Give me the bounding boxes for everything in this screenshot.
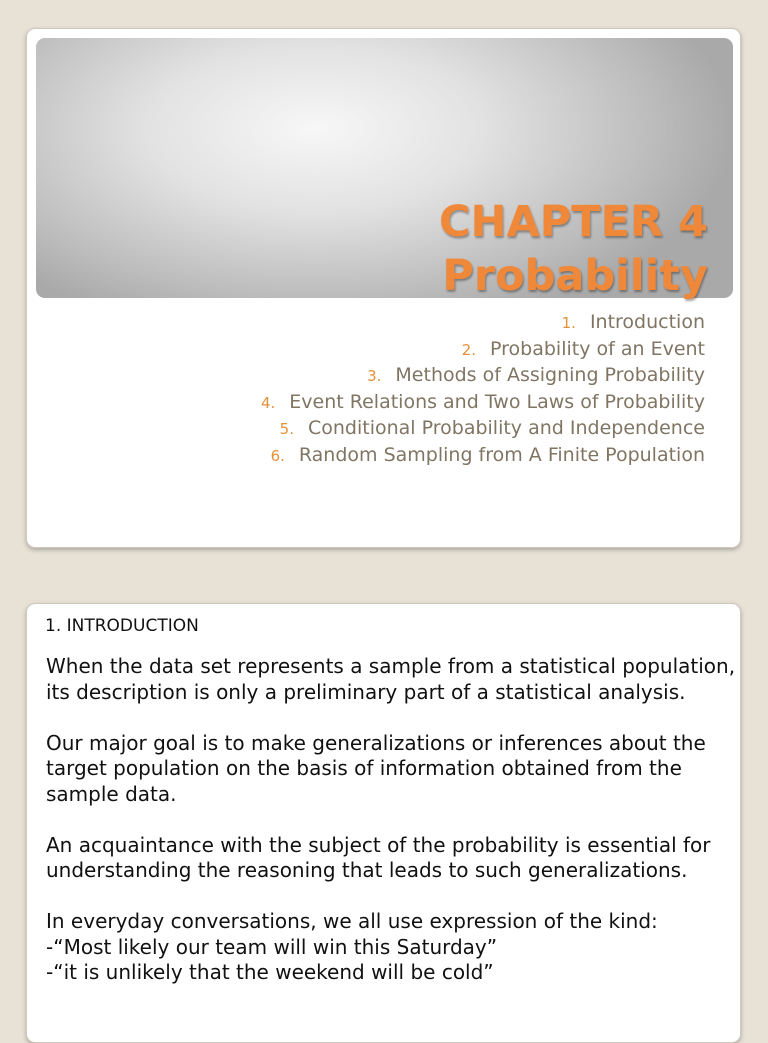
toc-item-label: Event Relations and Two Laws of Probability [289, 390, 705, 413]
chapter-title-line-2: Probability [442, 251, 708, 301]
toc-item-number: 2. [461, 340, 477, 359]
toc-item [261, 337, 705, 364]
toc-item-number: 5. [279, 420, 294, 438]
toc-item [261, 416, 705, 443]
introduction-slide [26, 603, 741, 1043]
toc-item [261, 310, 705, 337]
paragraph: An acquaintance with the subject of the probability is essential for understanding the reasoning that leads to such generalizations. [46, 832, 711, 882]
toc-item [261, 390, 705, 417]
toc-item-number: 6. [270, 446, 285, 465]
toc-item [261, 363, 705, 390]
toc-item-label: Methods of Assigning Probability [395, 364, 705, 386]
paragraph-intro: In everyday conversations, we all use expression of the kind: [46, 909, 658, 933]
toc-item-number: 4. [260, 393, 276, 412]
title-slide [26, 28, 741, 548]
paragraph [46, 909, 736, 986]
slide-body [46, 654, 736, 1011]
toc-item-label: Conditional Probability and Independence [307, 417, 705, 439]
chapter-title-line-1: CHAPTER 4 [438, 197, 708, 247]
paragraph: When the data set represents a sample from a statistical population, its description is only a preliminary part of a statistical analysis. [46, 654, 736, 704]
toc-item-label: Probability of an Event [490, 337, 705, 360]
paragraph: Our major goal is to make generalizations or inferences about the target population on the basis of information obtained from the sample data. [46, 730, 706, 806]
example-line: -“Most likely our team will win this Saturday” [46, 934, 498, 959]
toc-item-number: 1. [561, 314, 576, 332]
toc-item-number: 3. [367, 367, 382, 385]
table-of-contents [261, 310, 705, 469]
toc-item [261, 443, 705, 470]
example-line: -“it is unlikely that the weekend will be cold” [46, 960, 494, 984]
toc-item-label: Random Sampling from A Finite Population [298, 443, 705, 466]
section-heading: 1. INTRODUCTION [45, 616, 199, 636]
toc-item-label: Introduction [589, 311, 705, 333]
chapter-title [439, 195, 708, 303]
